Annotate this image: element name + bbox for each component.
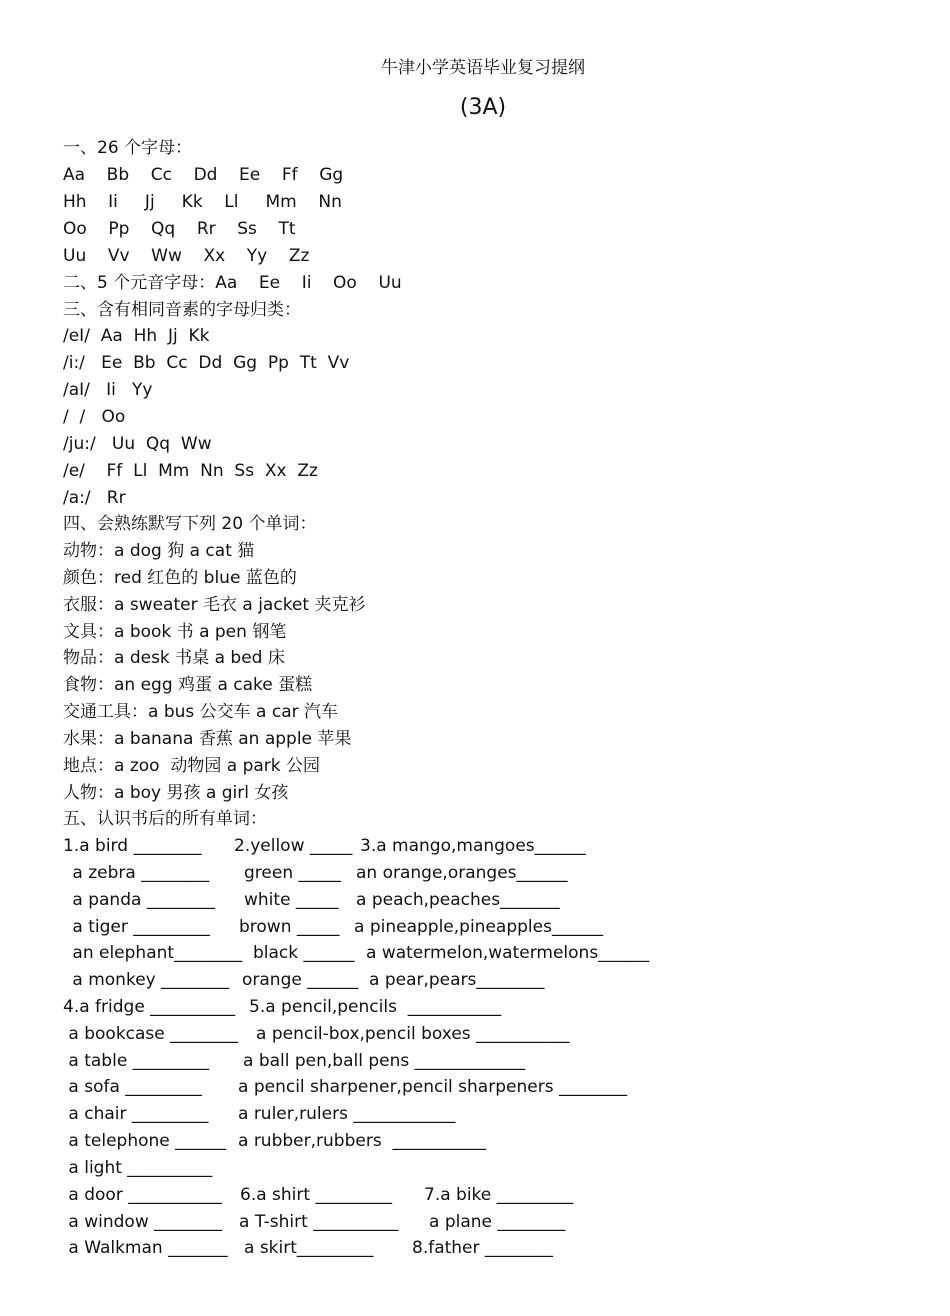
vocab-blank-item: a chair _________: [63, 1104, 209, 1124]
vocab-blank-item: a peach,peaches_______: [356, 890, 560, 910]
vocab-blank-item: a bookcase ________: [63, 1024, 239, 1044]
vocab-blank-item: a window ________: [63, 1212, 223, 1232]
word-category-row: 动物：a dog 狗 a cat 猫: [63, 541, 255, 561]
vocab-blank-item: a pear,pears________: [369, 970, 545, 990]
phoneme-row: /aI/ Ii Yy: [63, 380, 153, 400]
vocab-blank-item: a Walkman _______: [63, 1238, 228, 1258]
vocab-blank-item: a tiger _________: [67, 917, 210, 937]
document-title: 牛津小学英语毕业复习提纲: [381, 58, 585, 78]
vocab-blank-item: a skirt_________: [244, 1238, 374, 1258]
phoneme-row: /eI/ Aa Hh Jj Kk: [63, 326, 210, 346]
vocab-blank-item: a table _________: [63, 1051, 210, 1071]
vocab-blank-item: a T-shirt __________: [239, 1212, 399, 1232]
word-category-row: 水果：a banana 香蕉 an apple 苹果: [63, 729, 352, 749]
vocab-blank-item: an elephant________: [67, 943, 243, 963]
vocab-blank-item: 6.a shirt _________: [240, 1185, 392, 1205]
vocab-blank-item: black ______: [253, 943, 355, 963]
section-letters-heading: 一、26 个字母：: [63, 138, 193, 158]
document-subtitle: (3A): [459, 95, 507, 120]
vocab-blank-item: 1.a bird ________: [63, 836, 202, 856]
phoneme-row: / / Oo: [63, 407, 126, 427]
phoneme-row: /a:/ Rr: [63, 488, 126, 508]
vocab-blank-item: a monkey ________: [67, 970, 230, 990]
vocab-blank-item: a telephone ______: [63, 1131, 227, 1151]
word-category-row: 人物：a boy 男孩 a girl 女孩: [63, 783, 289, 803]
vocab-blank-item: a ball pen,ball pens _____________: [243, 1051, 526, 1071]
section-words20-heading: 四、会熟练默写下列 20 个单词：: [63, 514, 317, 534]
vocab-blank-item: a ruler,rulers ____________: [238, 1104, 456, 1124]
letters-row: Aa Bb Cc Dd Ee Ff Gg: [63, 165, 344, 185]
phoneme-row: /i:/ Ee Bb Cc Dd Gg Pp Tt Vv: [63, 353, 350, 373]
vocab-blank-item: a pencil-box,pencil boxes ___________: [256, 1024, 570, 1044]
vocab-blank-item: a panda ________: [67, 890, 215, 910]
vocab-blank-item: 4.a fridge __________: [63, 997, 236, 1017]
phoneme-row: /ju:/ Uu Qq Ww: [63, 434, 212, 454]
section-allwords-heading: 五、认识书后的所有单词：: [63, 809, 267, 829]
word-category-row: 衣服：a sweater 毛衣 a jacket 夹克衫: [63, 595, 366, 615]
vocab-blank-item: a light __________: [63, 1158, 213, 1178]
vocab-blank-item: 8.father ________: [412, 1238, 553, 1258]
vocab-blank-item: 3.a mango,mangoes______: [360, 836, 586, 856]
letters-row: Oo Pp Qq Rr Ss Tt: [63, 219, 296, 239]
section-phonemes-heading: 三、含有相同音素的字母归类：: [63, 300, 301, 320]
word-category-row: 颜色：red 红色的 blue 蓝色的: [63, 568, 297, 588]
vocab-blank-item: a sofa _________: [63, 1077, 202, 1097]
phoneme-row: /e/ Ff Ll Mm Nn Ss Xx Zz: [63, 461, 318, 481]
section-vowels: 二、5 个元音字母：Aa Ee Ii Oo Uu: [63, 273, 402, 293]
letters-row: Uu Vv Ww Xx Yy Zz: [63, 246, 310, 266]
vocab-blank-item: brown _____: [239, 917, 340, 937]
vocab-blank-item: a pencil sharpener,pencil sharpeners ________: [238, 1077, 627, 1097]
vocab-blank-item: green _____: [244, 863, 342, 883]
word-category-row: 食物：an egg 鸡蛋 a cake 蛋糕: [63, 675, 313, 695]
vocab-blank-item: a pineapple,pineapples______: [354, 917, 603, 937]
vocab-blank-item: a zebra ________: [67, 863, 210, 883]
word-category-row: 文具：a book 书 a pen 钢笔: [63, 622, 287, 642]
vocab-blank-item: an orange,oranges______: [356, 863, 568, 883]
vocab-blank-item: a watermelon,watermelons______: [366, 943, 650, 963]
word-category-row: 物品：a desk 书桌 a bed 床: [63, 648, 285, 668]
word-category-row: 交通工具：a bus 公交车 a car 汽车: [63, 702, 339, 722]
vocab-blank-item: a plane ________: [429, 1212, 566, 1232]
letters-row: Hh Ii Jj Kk Ll Mm Nn: [63, 192, 342, 212]
vocab-blank-item: a door ___________: [63, 1185, 222, 1205]
vocab-blank-item: a rubber,rubbers ___________: [238, 1131, 486, 1151]
vocab-blank-item: 7.a bike _________: [424, 1185, 574, 1205]
vocab-blank-item: white _____: [244, 890, 339, 910]
vocab-blank-item: orange ______: [242, 970, 359, 990]
word-category-row: 地点：a zoo 动物园 a park 公园: [63, 756, 321, 776]
vocab-blank-item: 2.yellow _____: [234, 836, 353, 856]
vocab-blank-item: 5.a pencil,pencils ___________: [249, 997, 502, 1017]
